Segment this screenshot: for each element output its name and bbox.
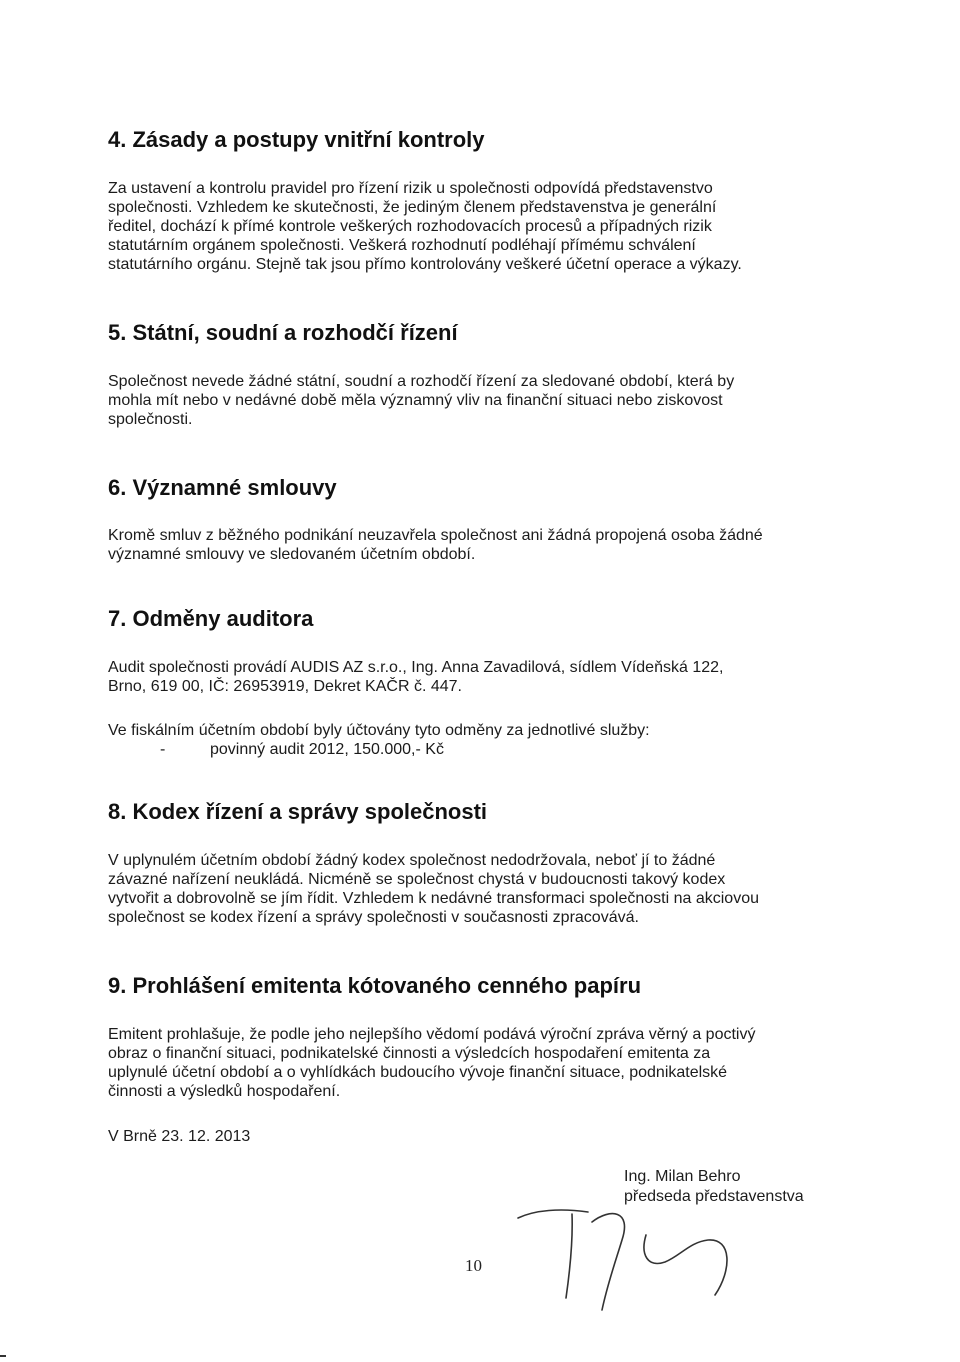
section-6-title: 6. Významné smlouvy: [108, 475, 337, 500]
section-5-text: [108, 372, 842, 429]
section-7-text: [108, 658, 842, 696]
paragraph-line: Kromě smluv z běžného podnikání neuzavřela společnost ani žádná propojená osoba žádné: [108, 527, 763, 544]
paragraph-line: Za ustavení a kontrolu pravidel pro řízení rizik u společnosti odpovídá představenstvo: [108, 180, 713, 197]
section-4-title: 4. Zásady a postupy vnitřní kontroly: [108, 127, 485, 152]
section-7-intro: Ve fiskálním účetním období byly účtovány tyto odměny za jednotlivé služby:: [108, 722, 650, 739]
paragraph-line: Brno, 619 00, IČ: 26953919, Dekret KAČR č. 447.: [108, 678, 462, 695]
section-7-title: 7. Odměny auditora: [108, 606, 314, 631]
paragraph-line: mohla mít nebo v nedávné době měla významný vliv na finanční situaci nebo ziskovost: [108, 392, 723, 409]
place-date: V Brně 23. 12. 2013: [108, 1128, 251, 1145]
paragraph-line: závazné nařízení neukládá. Nicméně se společnost chystá v budoucnosti takový kodex: [108, 871, 726, 888]
section-8-title: 8. Kodex řízení a správy společnosti: [108, 799, 488, 824]
section-9-text: [108, 1025, 842, 1101]
section-8-text: [108, 851, 842, 927]
paragraph-line: statutárního orgánu. Stejně tak jsou přímo kontrolovány veškeré účetní operace a výkazy.: [108, 256, 742, 273]
bullet-dash: -: [160, 741, 166, 758]
paragraph-line: významné smlouvy ve sledovaném účetním období.: [108, 546, 476, 563]
page-number: 10: [465, 1256, 482, 1275]
paragraph-line: Společnost nevede žádné státní, soudní a rozhodčí řízení za sledované období, která by: [108, 373, 735, 390]
paragraph-line: ředitel, dochází k přímé kontrole veškerých rozhodovacích procesů a případných rizik: [108, 218, 712, 235]
paragraph-line: činnosti a výsledků hospodaření.: [108, 1083, 341, 1100]
fee-list-item: [108, 740, 444, 759]
section-9-title: 9. Prohlášení emitenta kótovaného cenného papíru: [108, 973, 642, 998]
paragraph-line: obraz o finanční situaci, podnikatelské činnosti a výsledcích hospodaření emitenta za: [108, 1045, 711, 1062]
paragraph-line: uplynulé účetní období a o vyhlídkách budoucího vývoje finanční situace, podnikatelské: [108, 1064, 728, 1081]
handwritten-signature: [500, 1200, 760, 1315]
paragraph-line: Audit společnosti provádí AUDIS AZ s.r.o., Ing. Anna Zavadilová, sídlem Vídeňská 122,: [108, 659, 724, 676]
paragraph-line: společnosti.: [108, 411, 193, 428]
fee-item-text: povinný audit 2012, 150.000,- Kč: [210, 741, 444, 758]
scan-mark: [0, 1355, 6, 1357]
signatory-name: Ing. Milan Behro: [624, 1168, 741, 1185]
paragraph-line: vytvořit a dobrovolně se jím řídit. Vzhledem k nedávné transformaci společnosti na akciovou: [108, 890, 759, 907]
paragraph-line: společnosti. Vzhledem ke skutečnosti, že jediným členem představenstva je generální: [108, 199, 717, 216]
section-5-title: 5. Státní, soudní a rozhodčí řízení: [108, 320, 458, 345]
signatory-role: předseda představenstva: [624, 1188, 804, 1205]
paragraph-line: V uplynulém účetním období žádný kodex společnost nedodržovala, neboť jí to žádné: [108, 852, 716, 869]
section-6-text: [108, 526, 842, 564]
paragraph-line: statutárním orgánem společnosti. Veškerá rozhodnutí podléhají přímému schválení: [108, 237, 696, 254]
paragraph-line: společnost se kodex řízení a správy společnosti v současnosti zpracovává.: [108, 909, 639, 926]
section-4-text: [108, 179, 842, 274]
paragraph-line: Emitent prohlašuje, že podle jeho nejlepšího vědomí podává výroční zpráva věrný a poctivý: [108, 1026, 756, 1043]
